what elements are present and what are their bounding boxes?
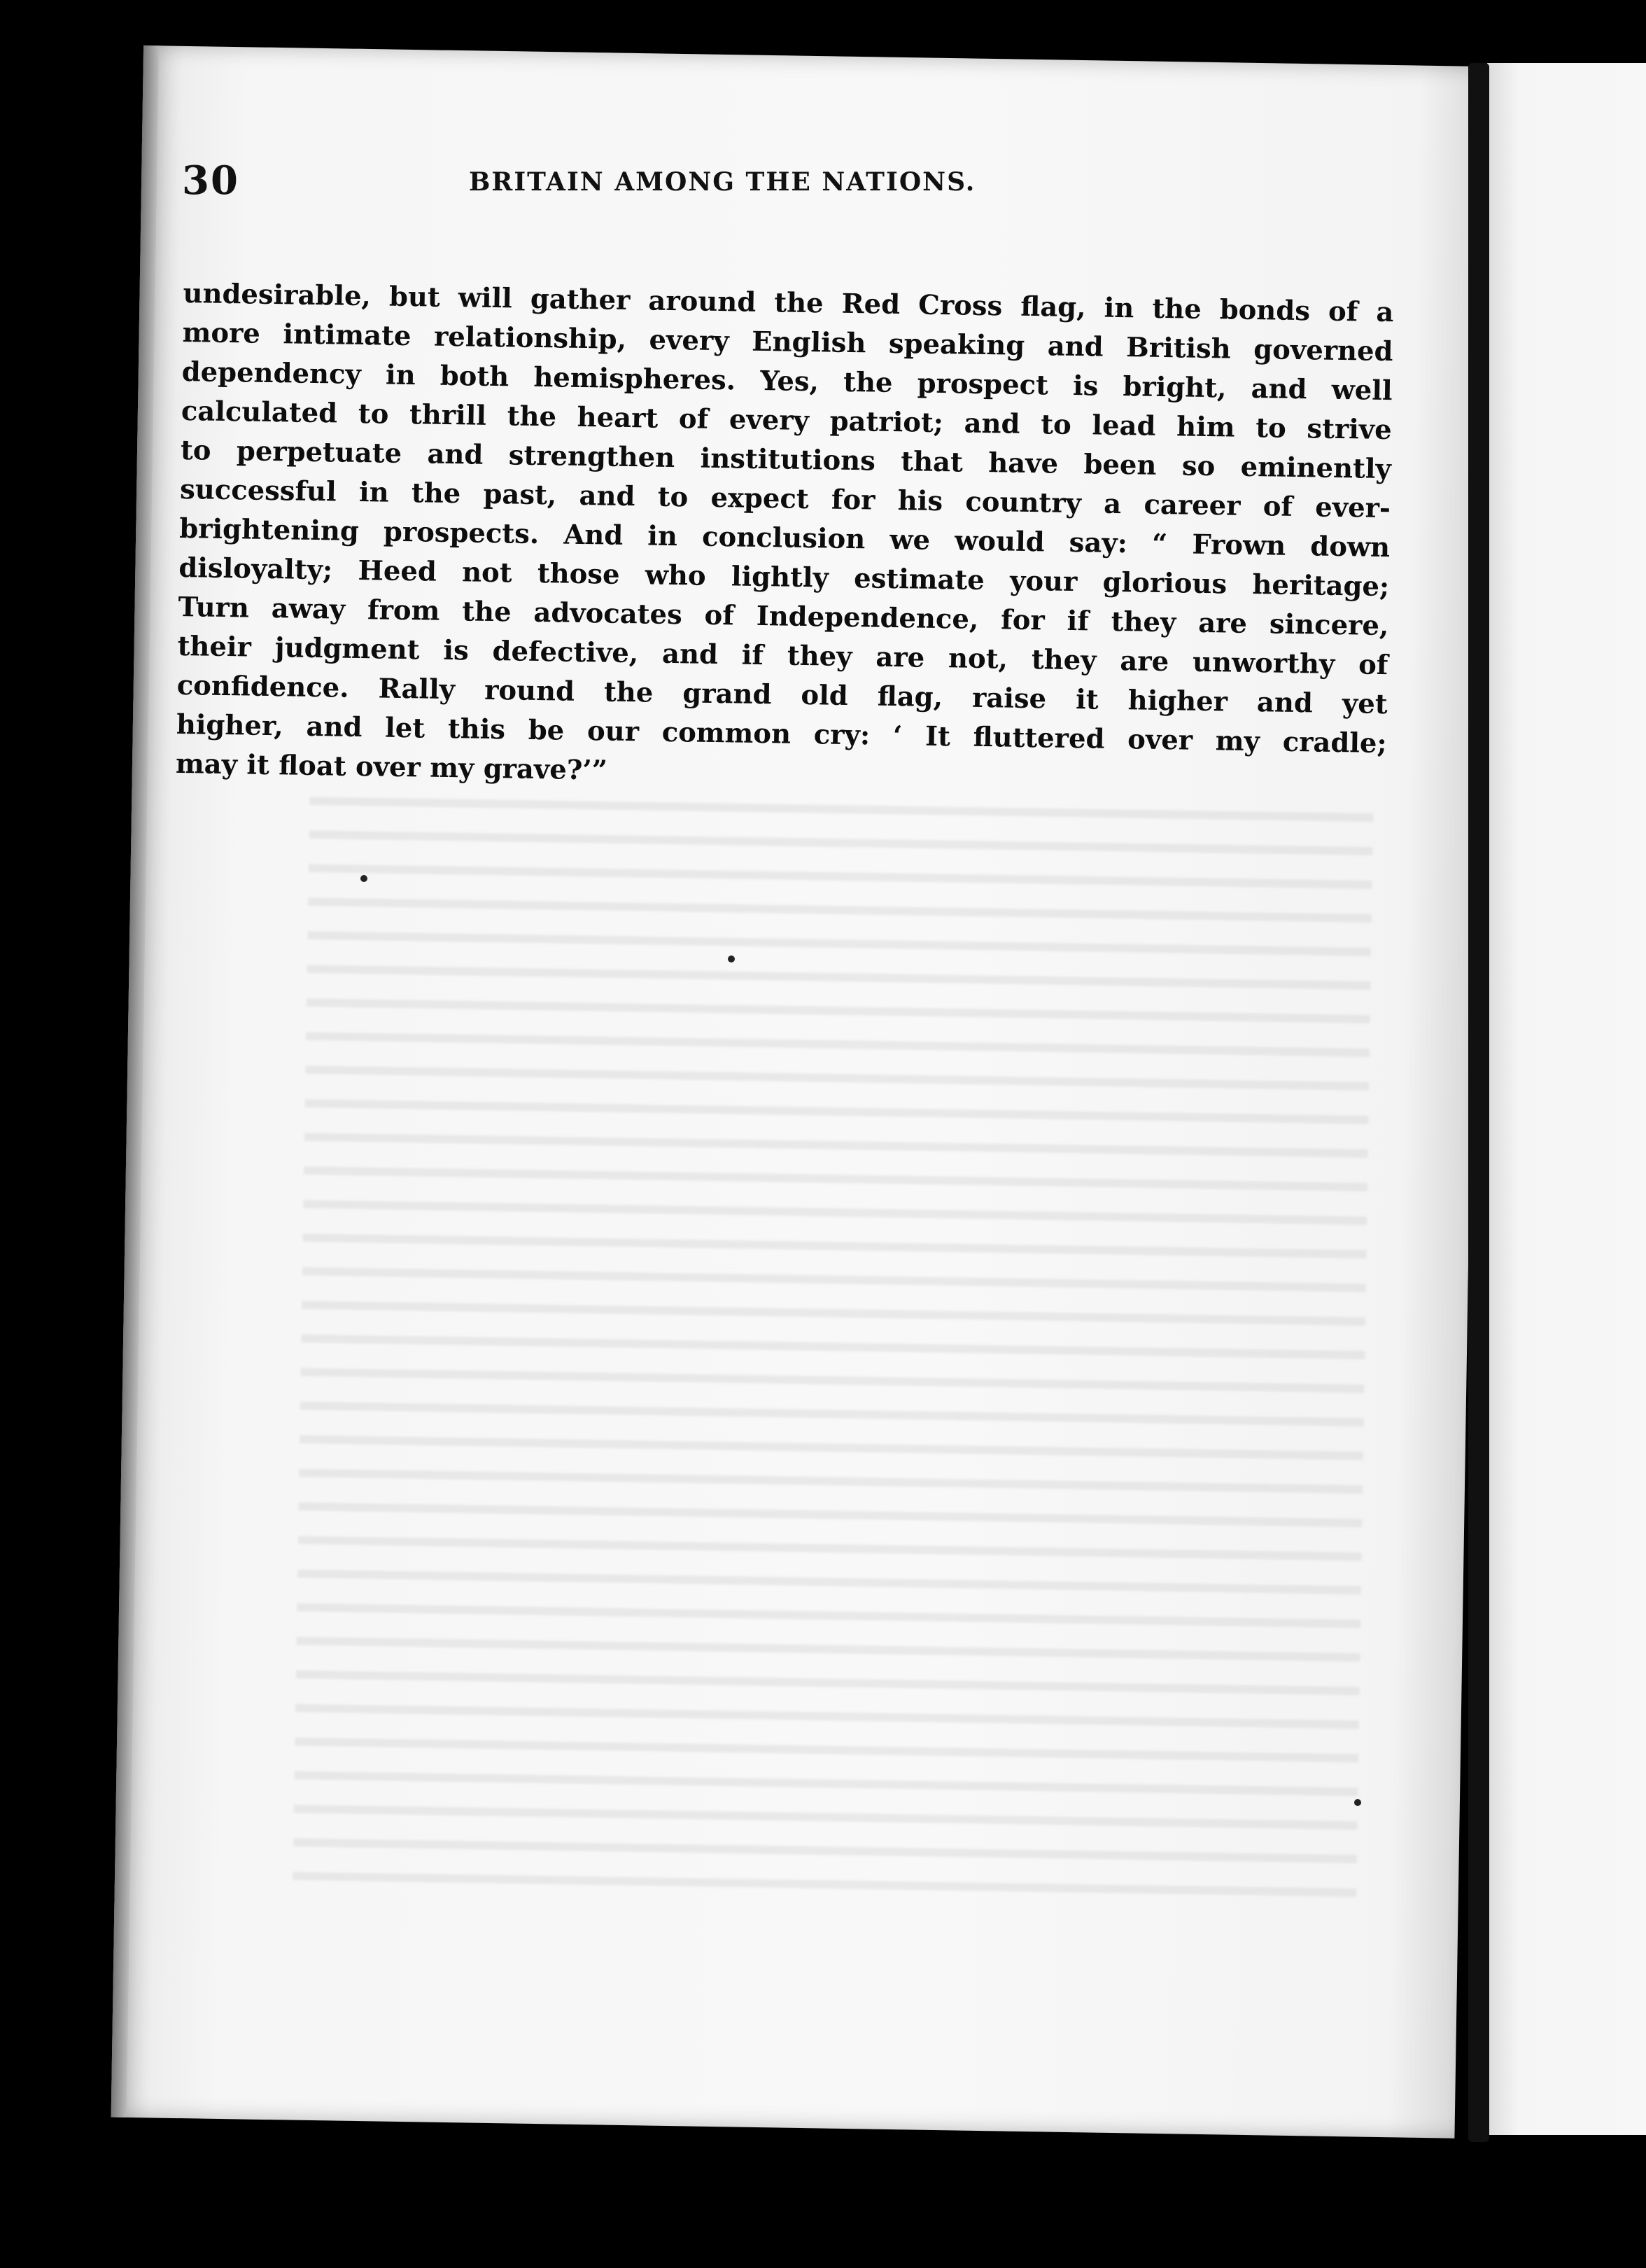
- binding-stitch: [1474, 1960, 1484, 1970]
- text-line: Turn away from the advocates of Independence, for if they are sincere,: [178, 591, 1389, 643]
- text-line: disloyalty; Heed not those who lightly estimate your glorious heritage;: [178, 552, 1390, 603]
- running-head: BRITAIN AMONG THE NATIONS.: [469, 167, 976, 197]
- text-line: their judgment is defective, and if they are not, they are unworthy of: [177, 630, 1388, 682]
- reverse-page-bleed-through: [293, 797, 1373, 1912]
- binding-stitch: [1477, 1169, 1486, 1179]
- facing-page-edge: [1487, 63, 1646, 2135]
- text-line: confidence. Rally round the grand old flag, raise it higher and yet: [176, 669, 1388, 721]
- text-line: higher, and let this be our common cry: ‘ It fluttered over my cradle;: [176, 708, 1388, 760]
- binding-stitch: [1474, 732, 1484, 741]
- ink-speck: [1354, 1799, 1361, 1806]
- page-left-edge: [111, 46, 159, 2118]
- ink-speck: [728, 955, 735, 962]
- binding-stitch: [1474, 1036, 1484, 1046]
- text-line: undesirable, but will gather around the Red Cross flag, in the bonds of a: [183, 277, 1394, 329]
- ink-speck: [360, 875, 367, 882]
- text-line: calculated to thrill the heart of every patriot; and to lead him to strive: [181, 395, 1393, 447]
- page-number: 30: [182, 158, 239, 204]
- text-line: successful in the past, and to expect for his country a career of ever-: [179, 473, 1391, 525]
- text-line: more intimate relationship, every English speaking and British governed: [182, 316, 1393, 368]
- text-line: to perpetuate and strengthen institutions that have been so eminently: [180, 434, 1392, 486]
- book-gutter: [1468, 63, 1489, 2142]
- text-line: may it float over my grave?’”: [175, 748, 608, 787]
- page-header: [182, 158, 1148, 214]
- body-paragraph: [176, 274, 1394, 803]
- text-line: dependency in both hemispheres. Yes, the prospect is bright, and well: [181, 356, 1393, 407]
- text-line: brightening prospects. And in conclusion we would say: “ Frown down: [178, 512, 1391, 564]
